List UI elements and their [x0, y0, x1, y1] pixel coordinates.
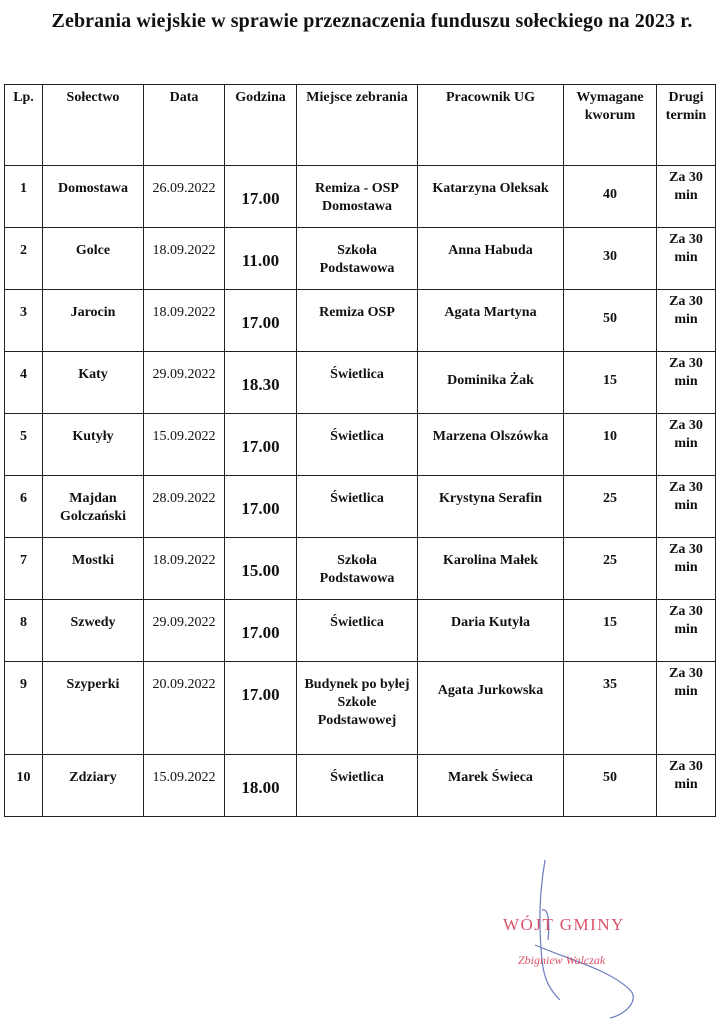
table-row — [5, 414, 716, 476]
table-row — [5, 600, 716, 662]
cell-kworum: 35 — [564, 662, 657, 755]
cell-lp: 9 — [5, 662, 43, 755]
cell-lp: 8 — [5, 600, 43, 662]
cell-godzina: 11.00 — [225, 228, 297, 290]
cell-pracownik: Katarzyna Oleksak — [418, 166, 564, 228]
table-header-row — [5, 85, 716, 166]
cell-kworum: 15 — [564, 600, 657, 662]
cell-godzina: 17.00 — [225, 600, 297, 662]
cell-solectwo: Domostawa — [43, 166, 144, 228]
cell-solectwo: Szwedy — [43, 600, 144, 662]
cell-data: 15.09.2022 — [144, 755, 225, 817]
cell-solectwo: Kutyły — [43, 414, 144, 476]
cell-miejsce: Budynek po byłej Szkole Podstawowej — [297, 662, 418, 755]
cell-kworum: 40 — [564, 166, 657, 228]
cell-kworum: 50 — [564, 290, 657, 352]
cell-godzina: 18.30 — [225, 352, 297, 414]
cell-pracownik: Marzena Olszówka — [418, 414, 564, 476]
cell-data: 18.09.2022 — [144, 290, 225, 352]
cell-lp: 4 — [5, 352, 43, 414]
table-row — [5, 476, 716, 538]
cell-data: 29.09.2022 — [144, 600, 225, 662]
cell-kworum: 15 — [564, 352, 657, 414]
cell-pracownik: Dominika Żak — [418, 352, 564, 414]
cell-pracownik: Agata Jurkowska — [418, 662, 564, 755]
cell-miejsce: Szkoła Podstawowa — [297, 538, 418, 600]
cell-miejsce: Świetlica — [297, 414, 418, 476]
cell-solectwo: Zdziary — [43, 755, 144, 817]
cell-termin: Za 30 min — [657, 352, 716, 414]
cell-solectwo: Majdan Golczański — [43, 476, 144, 538]
cell-miejsce: Remiza - OSP Domostawa — [297, 166, 418, 228]
cell-data: 26.09.2022 — [144, 166, 225, 228]
table-row — [5, 352, 716, 414]
cell-pracownik: Marek Świeca — [418, 755, 564, 817]
cell-data: 20.09.2022 — [144, 662, 225, 755]
cell-godzina: 17.00 — [225, 662, 297, 755]
header-lp: Lp. — [5, 85, 43, 166]
cell-termin: Za 30 min — [657, 414, 716, 476]
cell-lp: 2 — [5, 228, 43, 290]
cell-kworum: 30 — [564, 228, 657, 290]
header-pracownik: Pracownik UG — [418, 85, 564, 166]
cell-solectwo: Golce — [43, 228, 144, 290]
cell-pracownik: Karolina Małek — [418, 538, 564, 600]
cell-pracownik: Agata Martyna — [418, 290, 564, 352]
table-row — [5, 755, 716, 817]
table-row — [5, 290, 716, 352]
cell-lp: 7 — [5, 538, 43, 600]
cell-termin: Za 30 min — [657, 476, 716, 538]
cell-miejsce: Świetlica — [297, 476, 418, 538]
cell-pracownik: Krystyna Serafin — [418, 476, 564, 538]
cell-termin: Za 30 min — [657, 166, 716, 228]
document-title: Zebrania wiejskie w sprawie przeznaczenia funduszu sołeckiego na 2023 r. — [51, 10, 693, 32]
cell-solectwo: Jarocin — [43, 290, 144, 352]
cell-data: 28.09.2022 — [144, 476, 225, 538]
signature-title: WÓJT GMINY — [503, 915, 625, 934]
header-kworum: Wymagane kworum — [564, 85, 657, 166]
cell-solectwo: Katy — [43, 352, 144, 414]
table-row — [5, 538, 716, 600]
cell-termin: Za 30 min — [657, 290, 716, 352]
cell-termin: Za 30 min — [657, 538, 716, 600]
cell-miejsce: Szkoła Podstawowa — [297, 228, 418, 290]
cell-miejsce: Świetlica — [297, 352, 418, 414]
cell-kworum: 25 — [564, 538, 657, 600]
cell-data: 15.09.2022 — [144, 414, 225, 476]
header-miejsce: Miejsce zebrania — [297, 85, 418, 166]
cell-godzina: 17.00 — [225, 414, 297, 476]
cell-godzina: 17.00 — [225, 476, 297, 538]
cell-godzina: 18.00 — [225, 755, 297, 817]
cell-miejsce: Świetlica — [297, 755, 418, 817]
cell-kworum: 10 — [564, 414, 657, 476]
meetings-table — [4, 84, 716, 817]
table-row — [5, 228, 716, 290]
cell-miejsce: Świetlica — [297, 600, 418, 662]
cell-data: 18.09.2022 — [144, 228, 225, 290]
cell-lp: 1 — [5, 166, 43, 228]
cell-godzina: 17.00 — [225, 290, 297, 352]
cell-kworum: 50 — [564, 755, 657, 817]
cell-data: 29.09.2022 — [144, 352, 225, 414]
cell-kworum: 25 — [564, 476, 657, 538]
cell-godzina: 17.00 — [225, 166, 297, 228]
cell-solectwo: Mostki — [43, 538, 144, 600]
cell-miejsce: Remiza OSP — [297, 290, 418, 352]
cell-termin: Za 30 min — [657, 228, 716, 290]
header-data: Data — [144, 85, 225, 166]
table-row — [5, 662, 716, 755]
cell-data: 18.09.2022 — [144, 538, 225, 600]
cell-lp: 6 — [5, 476, 43, 538]
cell-lp: 3 — [5, 290, 43, 352]
signature-name: Zbigniew Walczak — [518, 953, 606, 967]
cell-lp: 10 — [5, 755, 43, 817]
header-solectwo: Sołectwo — [43, 85, 144, 166]
cell-pracownik: Daria Kutyła — [418, 600, 564, 662]
cell-termin: Za 30 min — [657, 662, 716, 755]
signature-scribble — [490, 850, 690, 1020]
cell-solectwo: Szyperki — [43, 662, 144, 755]
cell-termin: Za 30 min — [657, 755, 716, 817]
cell-pracownik: Anna Habuda — [418, 228, 564, 290]
header-godzina: Godzina — [225, 85, 297, 166]
cell-termin: Za 30 min — [657, 600, 716, 662]
table-row — [5, 166, 716, 228]
cell-lp: 5 — [5, 414, 43, 476]
cell-godzina: 15.00 — [225, 538, 297, 600]
header-termin: Drugi termin — [657, 85, 716, 166]
